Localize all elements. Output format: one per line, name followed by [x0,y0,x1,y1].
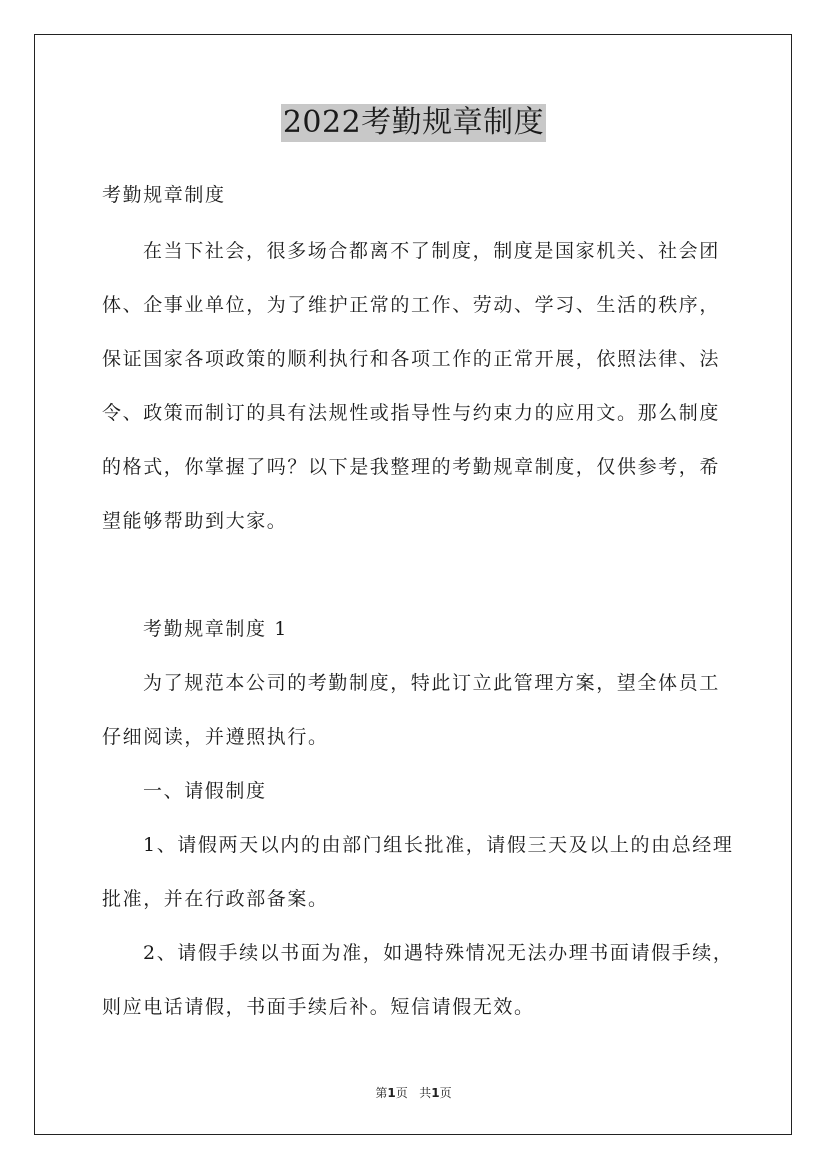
item2-line-2: 则应电话请假，书面手续后补。短信请假无效。 [102,996,535,1018]
footer-page-current: 1 [387,1086,396,1100]
intro-line-1: 在当下社会，很多场合都离不了制度，制度是国家机关、社会团 [143,240,720,262]
item2-line-1: 2、请假手续以书面为准，如遇特殊情况无法办理书面请假手续， [143,942,734,964]
intro-line-5: 的格式，你掌握了吗？以下是我整理的考勤规章制度，仅供参考，希 [102,456,721,478]
section-heading: 考勤规章制度 1 [143,618,288,640]
document-title: 2022考勤规章制度 [282,105,545,140]
footer-page-mid: 页 共 [395,1086,432,1100]
section-intro-line-1: 为了规范本公司的考勤制度，特此订立此管理方案，望全体员工 [143,672,720,694]
intro-line-3: 保证国家各项政策的顺利执行和各项工作的正常开展，依照法律、法 [102,348,721,370]
page-footer [0,1084,827,1101]
leave-heading: 一、请假制度 [143,780,267,802]
document-title-container [0,104,827,142]
section-intro-line-2: 仔细阅读，并遵照执行。 [102,726,329,748]
footer-page-total: 1 [431,1086,440,1100]
document-subtitle: 考勤规章制度 [102,184,226,206]
footer-page-prefix: 第 [375,1086,388,1100]
intro-line-2: 体、企事业单位，为了维护正常的工作、劳动、学习、生活的秩序， [102,294,721,316]
footer-page-suffix: 页 [439,1086,452,1100]
intro-line-6: 望能够帮助到大家。 [102,510,288,532]
item1-line-2: 批准，并在行政部备案。 [102,888,329,910]
intro-line-4: 令、政策而制订的具有法规性或指导性与约束力的应用文。那么制度 [102,402,721,424]
item1-line-1: 1、请假两天以内的由部门组长批准，请假三天及以上的由总经理 [143,834,734,856]
